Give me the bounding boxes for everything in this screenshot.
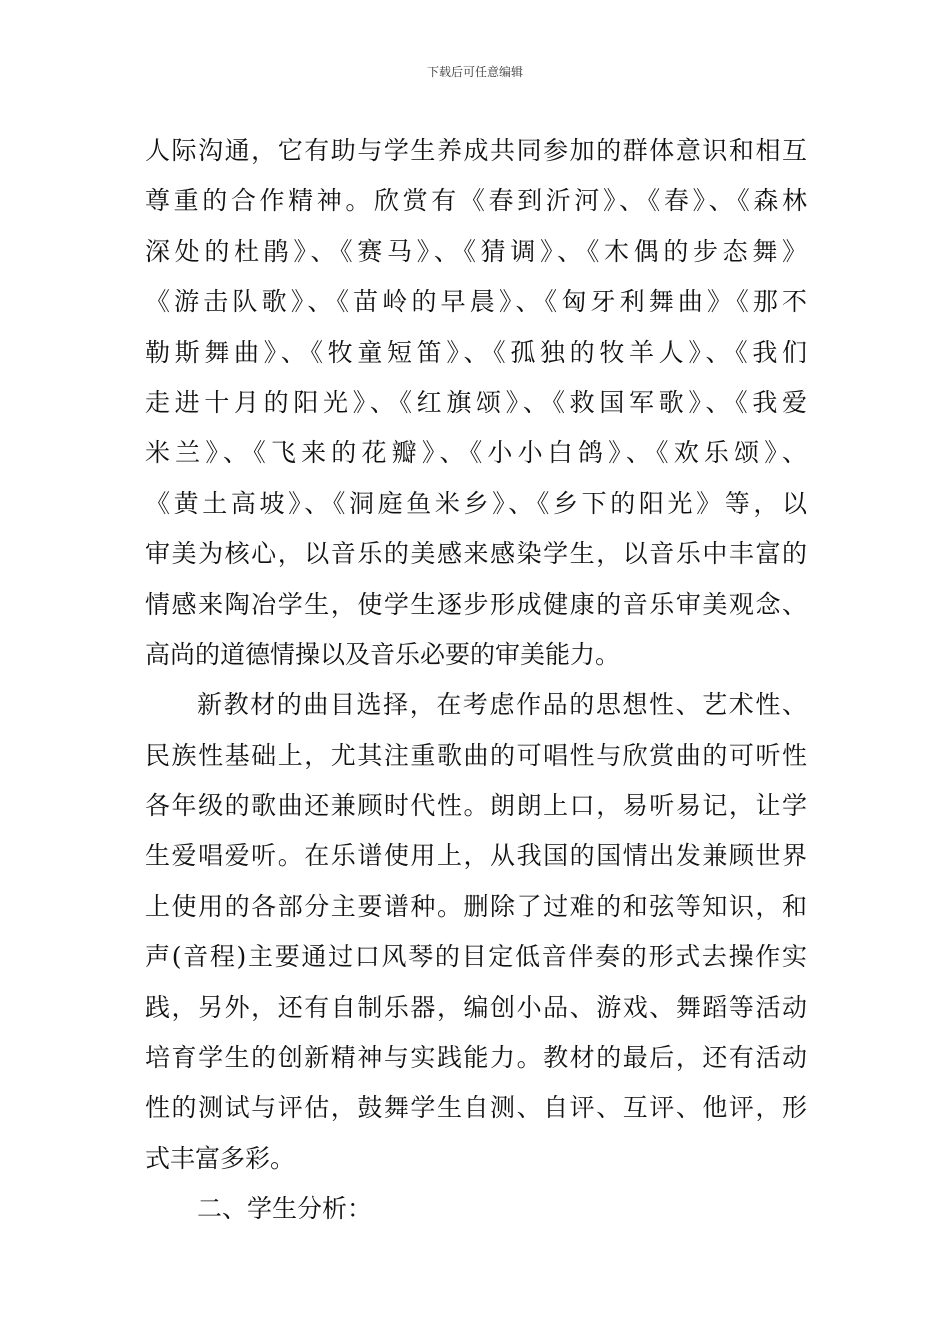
text-line: 新教材的曲目选择，在考虑作品的思想性、艺术性、	[197, 690, 807, 720]
section-heading: 二、学生分析：	[197, 1194, 373, 1224]
text-line: 米兰》、《飞来的花瓣》、《小小白鸽》、《欢乐颂》、	[145, 438, 807, 468]
text-line: 《游击队歌》、《苗岭的早晨》、《匈牙利舞曲》《那不	[145, 287, 807, 317]
text-line: 尊重的合作精神。欣赏有《春到沂河》、《春》、《森林	[145, 186, 807, 216]
text-line: 审美为核心，以音乐的美感来感染学生，以音乐中丰富的	[145, 539, 807, 569]
text-line: 式丰富多彩。	[145, 1143, 296, 1173]
text-line: 《黄土高坡》、《洞庭鱼米乡》、《乡下的阳光》等，以	[145, 488, 807, 518]
document-body	[145, 126, 807, 1235]
text-line: 性的测试与评估，鼓舞学生自测、自评、互评、他评，形	[145, 1093, 807, 1123]
text-line: 走进十月的阳光》、《红旗颂》、《救国军歌》、《我爱	[145, 387, 807, 417]
text-line: 高尚的道德情操以及音乐必要的审美能力。	[145, 639, 621, 669]
text-line: 践，另外，还有自制乐器，编创小品、游戏、舞蹈等活动	[145, 992, 807, 1022]
text-line: 勒斯舞曲》、《牧童短笛》、《孤独的牧羊人》、《我们	[145, 337, 807, 367]
text-line: 各年级的歌曲还兼顾时代性。朗朗上口，易听易记，让学	[145, 791, 807, 821]
page-header: 下载后可任意编辑	[426, 65, 523, 79]
text-line: 深处的杜鹃》、《赛马》、《猜调》、《木偶的步态舞》	[145, 236, 807, 266]
text-line: 培育学生的创新精神与实践能力。教材的最后，还有活动	[145, 1043, 807, 1073]
text-line: 民族性基础上，尤其注重歌曲的可唱性与欣赏曲的可听性	[145, 740, 807, 770]
text-line: 情感来陶冶学生，使学生逐步形成健康的音乐审美观念、	[145, 589, 807, 619]
text-line: 人际沟通，它有助与学生养成共同参加的群体意识和相互	[145, 136, 807, 165]
text-line: 生爱唱爱听。在乐谱使用上，从我国的国情出发兼顾世界	[145, 841, 807, 871]
text-line: 声(音程)主要通过口风琴的目定低音伴奏的形式去操作实	[145, 942, 807, 972]
text-line: 上使用的各部分主要谱种。删除了过难的和弦等知识，和	[145, 891, 807, 921]
